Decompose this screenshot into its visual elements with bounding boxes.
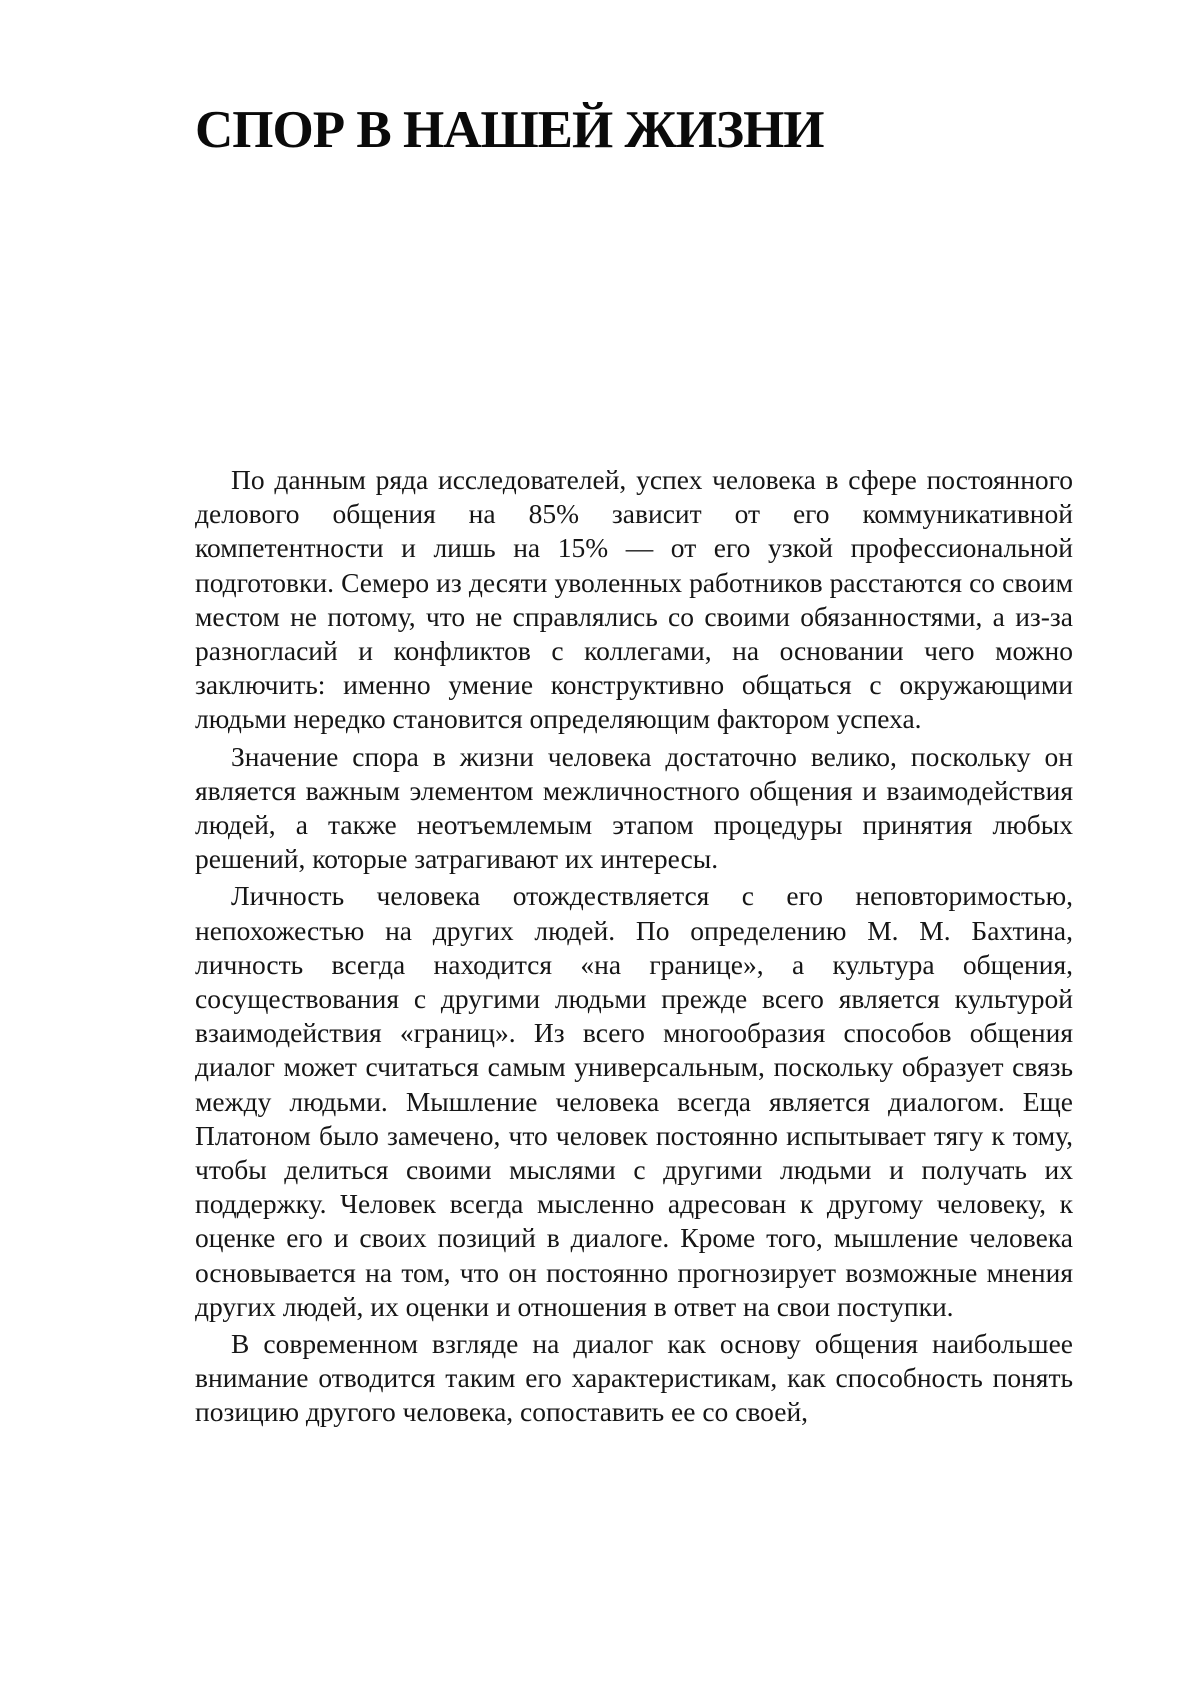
paragraph: В современном взгляде на диалог как основу общения наибольшее внимание отводится таким его характеристикам, как способность понять позицию другого человека, сопоставить ее со своей, [195,1328,1073,1428]
paragraph: Личность человека отождествляется с его неповторимостью, непохожестью на других людей. По определению М. М. Бахтина, личность всегда находится «на границе», а культура общения, сосуществования с другими людьми прежде всего является культурой взаимодействия «границ». Из всего многообразия способов общения диалог может считаться самым универсальным, поскольку образует связь между людьми. Мышление человека всегда является диалогом. Еще Платоном было замечено, что человек постоянно испытывает тягу к тому, чтобы делиться своими мыслями с другими людьми и получать их поддержку. Человек всегда мысленно адресован к другому человеку, к оценке его и своих позиций в диалоге. Кроме того, мышление человека основывается на том, что он постоянно прогнозирует возможные мнения других людей, их оценки и отношения в ответ на свои поступки. [195,880,1073,1322]
chapter-body [195,463,1073,1430]
chapter-title: СПОР В НАШЕЙ ЖИЗНИ [195,101,824,159]
paragraph: По данным ряда исследователей, успех человека в сфере постоянного делового общения на 85% зависит от его коммуникативной компетентности и лишь на 15% — от его узкой профессиональной подготовки. Семеро из десяти уволенных работников расстаются со своим местом не потому, что не справлялись со своими обязанностями, а из-за разногласий и конфликтов с коллегами, на основании чего можно заключить: именно умение конструктивно общаться с окружающими людьми нередко становится определяющим фактором успеха. [195,464,1073,735]
paragraph: Значение спора в жизни человека достаточно велико, поскольку он является важным элементом межличностного общения и взаимодействия людей, а также неотъемлемым этапом процедуры принятия любых решений, которые затрагивают их интересы. [195,740,1073,875]
